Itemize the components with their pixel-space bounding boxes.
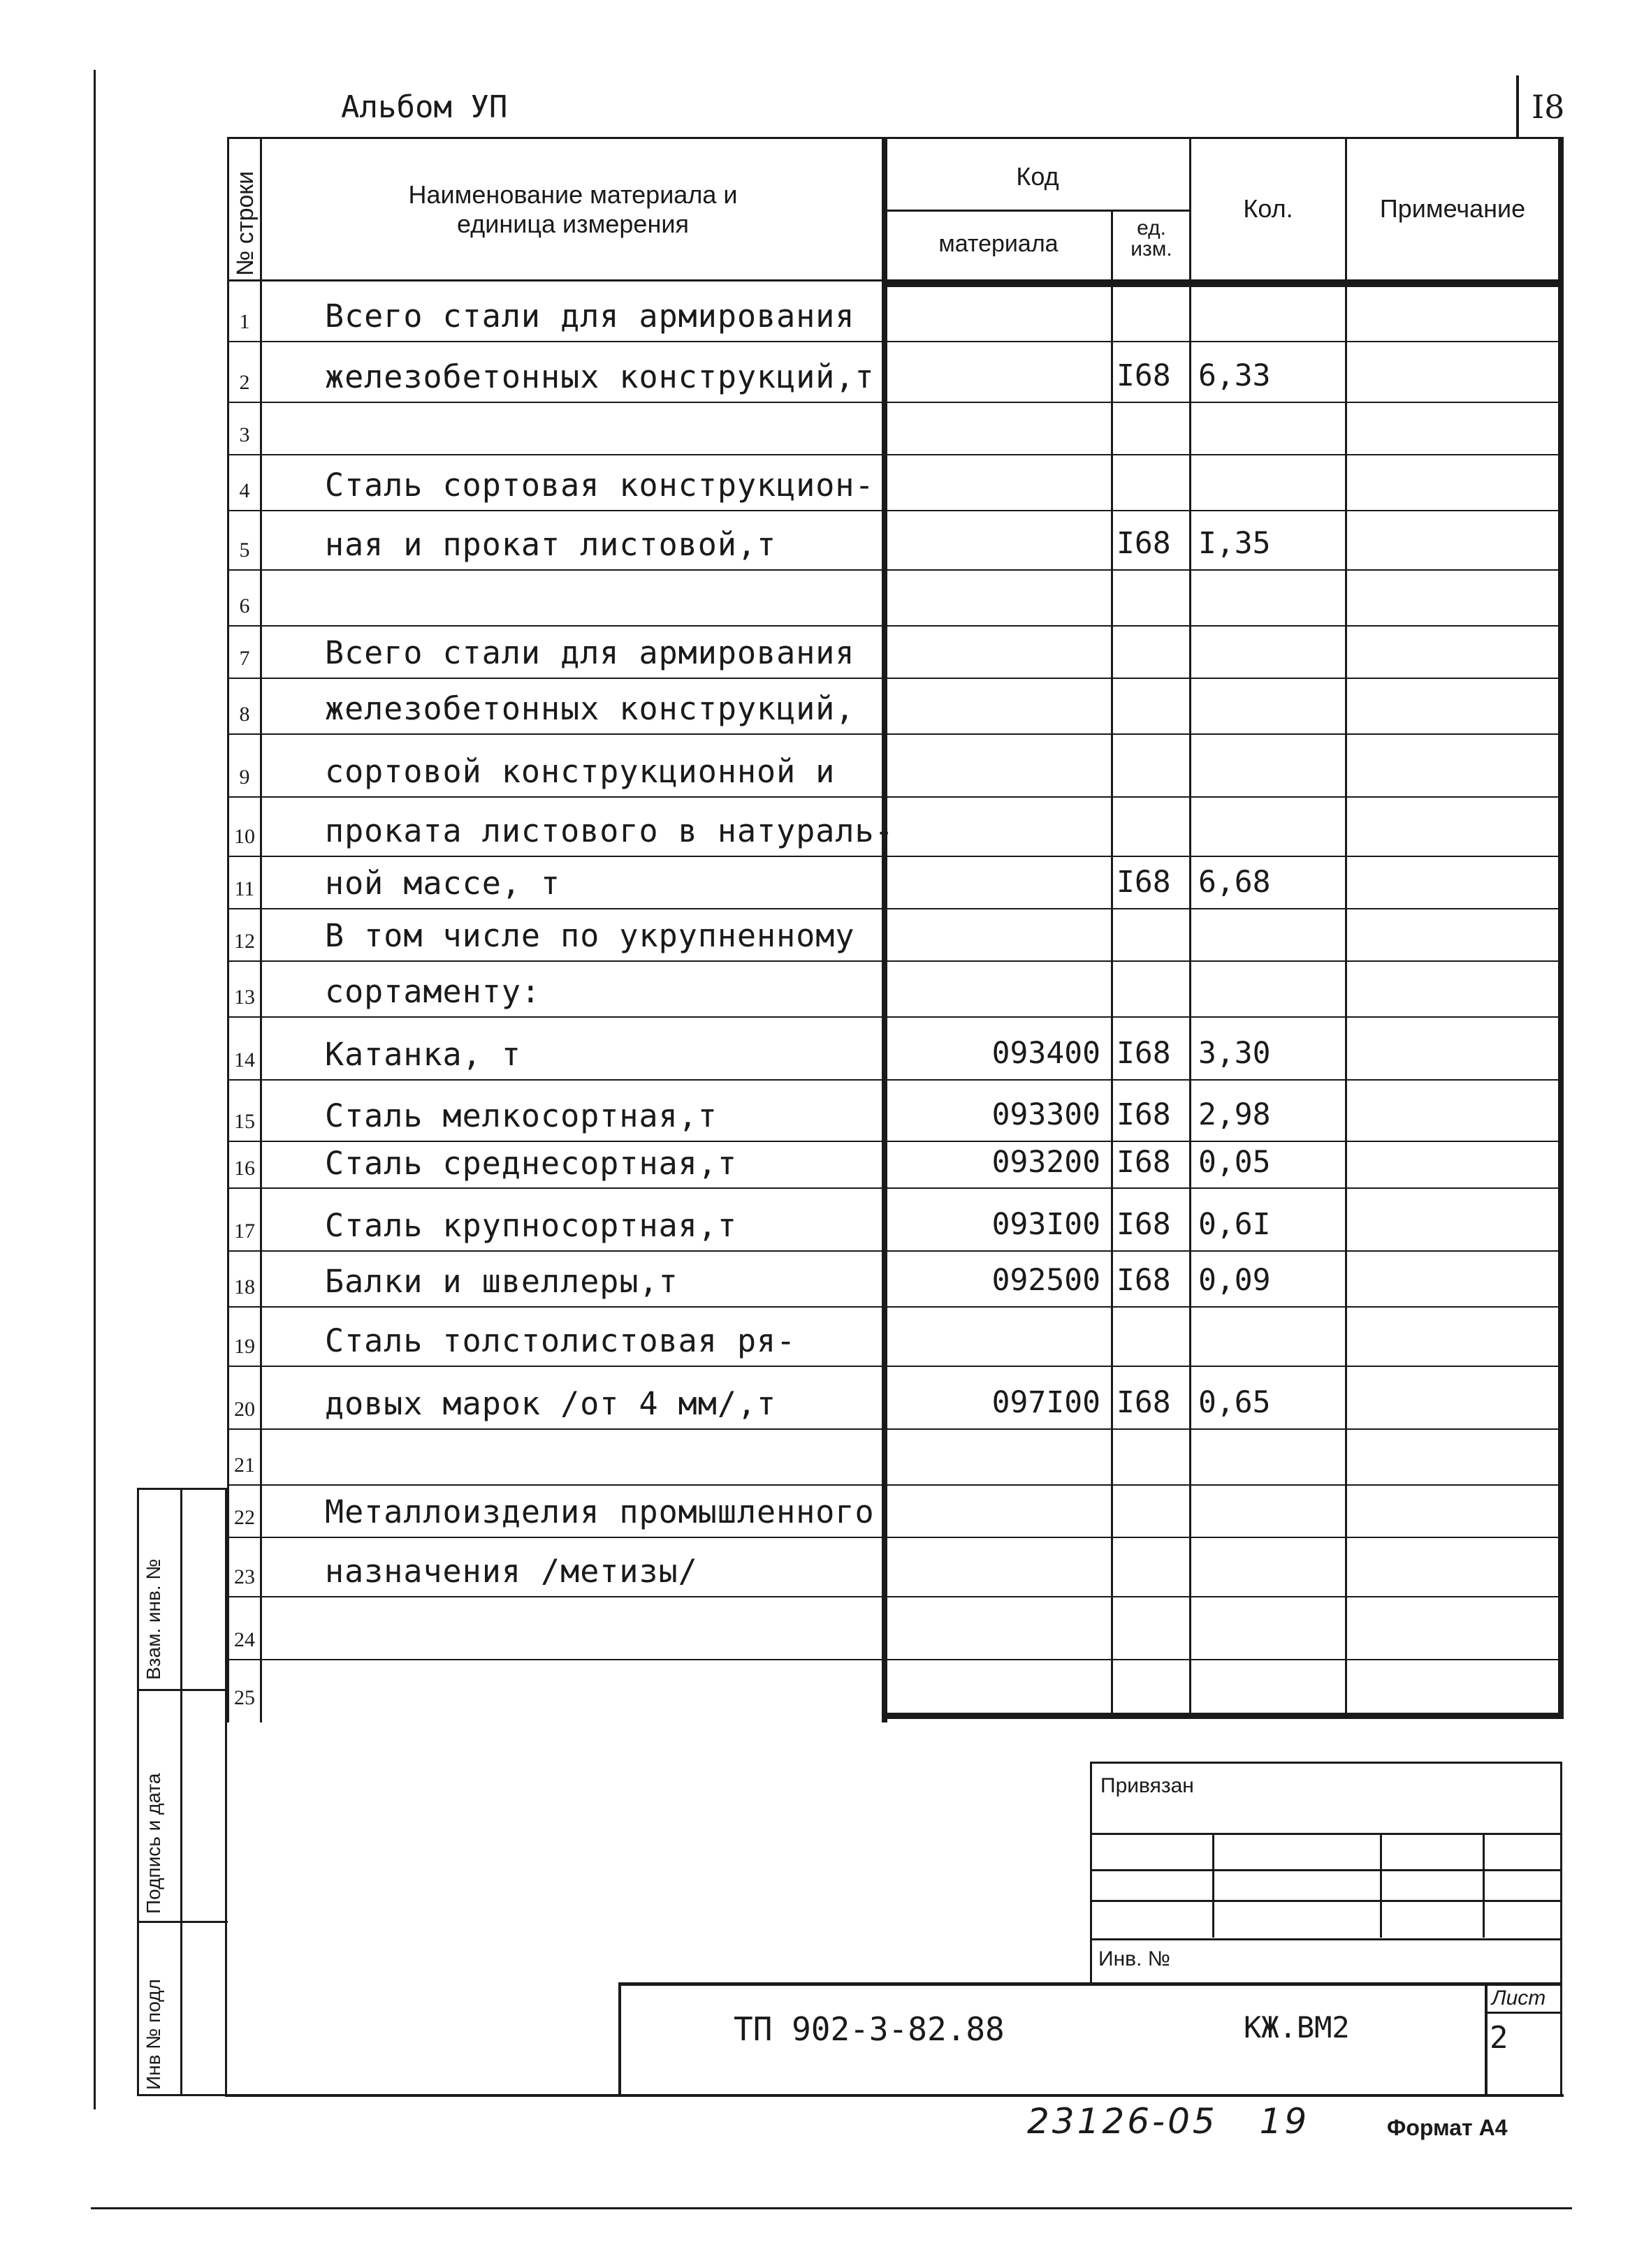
row-number: 8 — [239, 703, 250, 726]
album-title: Альбом УП — [341, 89, 508, 125]
title-doc-mark: КЖ.ВМ2 — [1244, 2010, 1350, 2044]
column-note: Примечание — [1379, 194, 1526, 223]
row-number: 14 — [234, 1048, 255, 1071]
row-unit-code: I68 — [1117, 1385, 1171, 1420]
row-number: 20 — [234, 1398, 255, 1421]
row-separator — [227, 1537, 1562, 1538]
row-material-code: 092500 — [991, 1263, 1100, 1298]
row-unit-code: I68 — [1117, 1036, 1171, 1071]
row-number: 5 — [239, 539, 250, 562]
row-number: 16 — [234, 1157, 255, 1180]
row-separator — [227, 402, 1562, 403]
row-material-name: ная и прокат листовой,т — [325, 526, 777, 563]
row-separator — [227, 1366, 1562, 1367]
row-quantity: 0,6I — [1198, 1207, 1271, 1242]
row-number: 24 — [234, 1628, 255, 1651]
row-separator — [227, 454, 1562, 455]
row-material-name: Металлоизделия промышленного — [325, 1493, 875, 1530]
row-separator — [227, 1141, 1562, 1142]
row-material-name: Сталь толстолистовая ря- — [325, 1322, 797, 1359]
row-number: 22 — [234, 1506, 255, 1529]
row-number: 10 — [234, 825, 255, 848]
sheet-number-top: I8 — [1532, 88, 1565, 126]
row-number: 23 — [234, 1565, 255, 1588]
row-number: 15 — [234, 1110, 255, 1133]
row-separator — [227, 1016, 1562, 1018]
row-number: 4 — [239, 479, 250, 502]
stamp-signature-date: Подпись и дата — [143, 1773, 164, 1914]
row-quantity: 0,09 — [1198, 1263, 1271, 1298]
row-separator — [227, 1079, 1562, 1081]
row-separator — [227, 733, 1562, 735]
row-quantity: 6,68 — [1198, 865, 1271, 900]
format-label: Формат А4 — [1387, 2115, 1508, 2140]
row-material-code: 093400 — [991, 1036, 1100, 1071]
row-material-name: сортаменту: — [325, 973, 541, 1010]
row-number: 12 — [234, 930, 255, 953]
row-material-code: 093200 — [991, 1145, 1100, 1180]
row-quantity: I,35 — [1198, 526, 1271, 561]
row-unit-code: I68 — [1117, 526, 1171, 561]
row-number: 21 — [234, 1454, 255, 1477]
title-inv-no-label: Инв. № — [1098, 1947, 1170, 1970]
row-quantity: 3,30 — [1198, 1036, 1271, 1071]
row-material-name: В том числе по укрупненному — [325, 917, 855, 954]
column-row-number: № строки — [232, 170, 259, 276]
row-material-name: Всего стали для армирования — [325, 298, 855, 335]
row-unit-code: I68 — [1117, 358, 1171, 393]
sheet-bottom-frame — [225, 2094, 1564, 2097]
row-number: 1 — [239, 310, 250, 333]
row-unit-code: I68 — [1117, 1097, 1171, 1132]
row-number: 3 — [239, 423, 250, 446]
binding-margin-line — [94, 70, 96, 2109]
row-separator — [227, 1428, 1562, 1430]
stamp-inv-vzam: Взам. инв. № — [143, 1558, 164, 1680]
row-material-name: проката листового в натураль- — [325, 812, 894, 849]
row-number: 6 — [239, 594, 250, 617]
row-unit-code: I68 — [1117, 1207, 1171, 1242]
row-number: 11 — [234, 877, 255, 900]
row-separator — [227, 856, 1562, 857]
column-name-line2: единица измерения — [457, 210, 689, 238]
row-material-name: назначения /метизы/ — [325, 1553, 698, 1590]
title-sheet-label: Лист — [1492, 1987, 1546, 2010]
row-number: 19 — [234, 1335, 255, 1358]
sheet-number-separator — [1516, 75, 1519, 137]
column-code-unit: ед. изм. — [1130, 217, 1172, 261]
row-material-code: 097I00 — [991, 1385, 1100, 1420]
row-number: 25 — [234, 1686, 255, 1709]
row-separator — [227, 1596, 1562, 1597]
row-material-name: железобетонных конструкций,т — [325, 358, 875, 395]
row-separator — [227, 678, 1562, 679]
row-material-name: Сталь крупносортная,т — [325, 1207, 737, 1244]
column-name-line1: Наименование материала и — [408, 180, 738, 209]
row-material-name: довых марок /от 4 мм/,т — [325, 1385, 777, 1422]
row-material-name: Сталь среднесортная,т — [325, 1145, 737, 1182]
row-separator — [227, 908, 1562, 909]
row-separator — [227, 510, 1562, 511]
row-unit-code: I68 — [1117, 865, 1171, 900]
row-separator — [227, 625, 1562, 627]
column-code-group: Код — [1016, 162, 1059, 191]
row-number: 13 — [234, 986, 255, 1009]
row-material-name: Всего стали для армирования — [325, 634, 855, 671]
row-separator — [227, 796, 1562, 798]
row-unit-code: I68 — [1117, 1145, 1171, 1180]
row-number: 18 — [234, 1275, 255, 1298]
row-material-name: Катанка, т — [325, 1036, 521, 1073]
page-bottom-rule — [91, 2207, 1572, 2209]
row-number: 17 — [234, 1220, 255, 1243]
handwritten-number: 23126-05 19 — [1027, 2101, 1310, 2142]
row-material-name: ной массе, т — [325, 865, 561, 902]
row-material-name: Сталь сортовая конструкцион- — [325, 467, 875, 504]
row-separator — [227, 569, 1562, 571]
row-material-code: 093I00 — [991, 1207, 1100, 1242]
row-separator — [227, 341, 1562, 342]
row-material-name: Сталь мелкосортная,т — [325, 1097, 718, 1134]
row-number: 9 — [239, 766, 250, 789]
row-separator — [227, 1484, 1562, 1486]
row-material-name: сортовой конструкционной и — [325, 753, 836, 790]
title-doc-code: ТП 902-3-82.88 — [734, 2010, 1005, 2048]
row-separator — [227, 1306, 1562, 1308]
row-number: 2 — [239, 371, 250, 394]
row-separator — [227, 1187, 1562, 1189]
row-unit-code: I68 — [1117, 1263, 1171, 1298]
row-quantity: 2,98 — [1198, 1097, 1271, 1132]
row-material-name: железобетонных конструкций, — [325, 690, 855, 727]
column-quantity: Кол. — [1243, 194, 1293, 223]
title-sheet-value: 2 — [1490, 2020, 1508, 2056]
row-separator — [227, 960, 1562, 962]
stamp-inv-podl: Инв № подл — [143, 1979, 164, 2090]
row-number: 7 — [239, 647, 250, 670]
row-quantity: 0,65 — [1198, 1385, 1271, 1420]
row-material-name: Балки и швеллеры,т — [325, 1263, 678, 1300]
row-quantity: 0,05 — [1198, 1145, 1271, 1180]
row-separator — [227, 1250, 1562, 1252]
column-code-material: материала — [938, 231, 1059, 257]
row-separator — [227, 1659, 1562, 1660]
row-quantity: 6,33 — [1198, 358, 1271, 393]
title-bound-label: Привязан — [1100, 1774, 1194, 1797]
row-material-code: 093300 — [991, 1097, 1100, 1132]
